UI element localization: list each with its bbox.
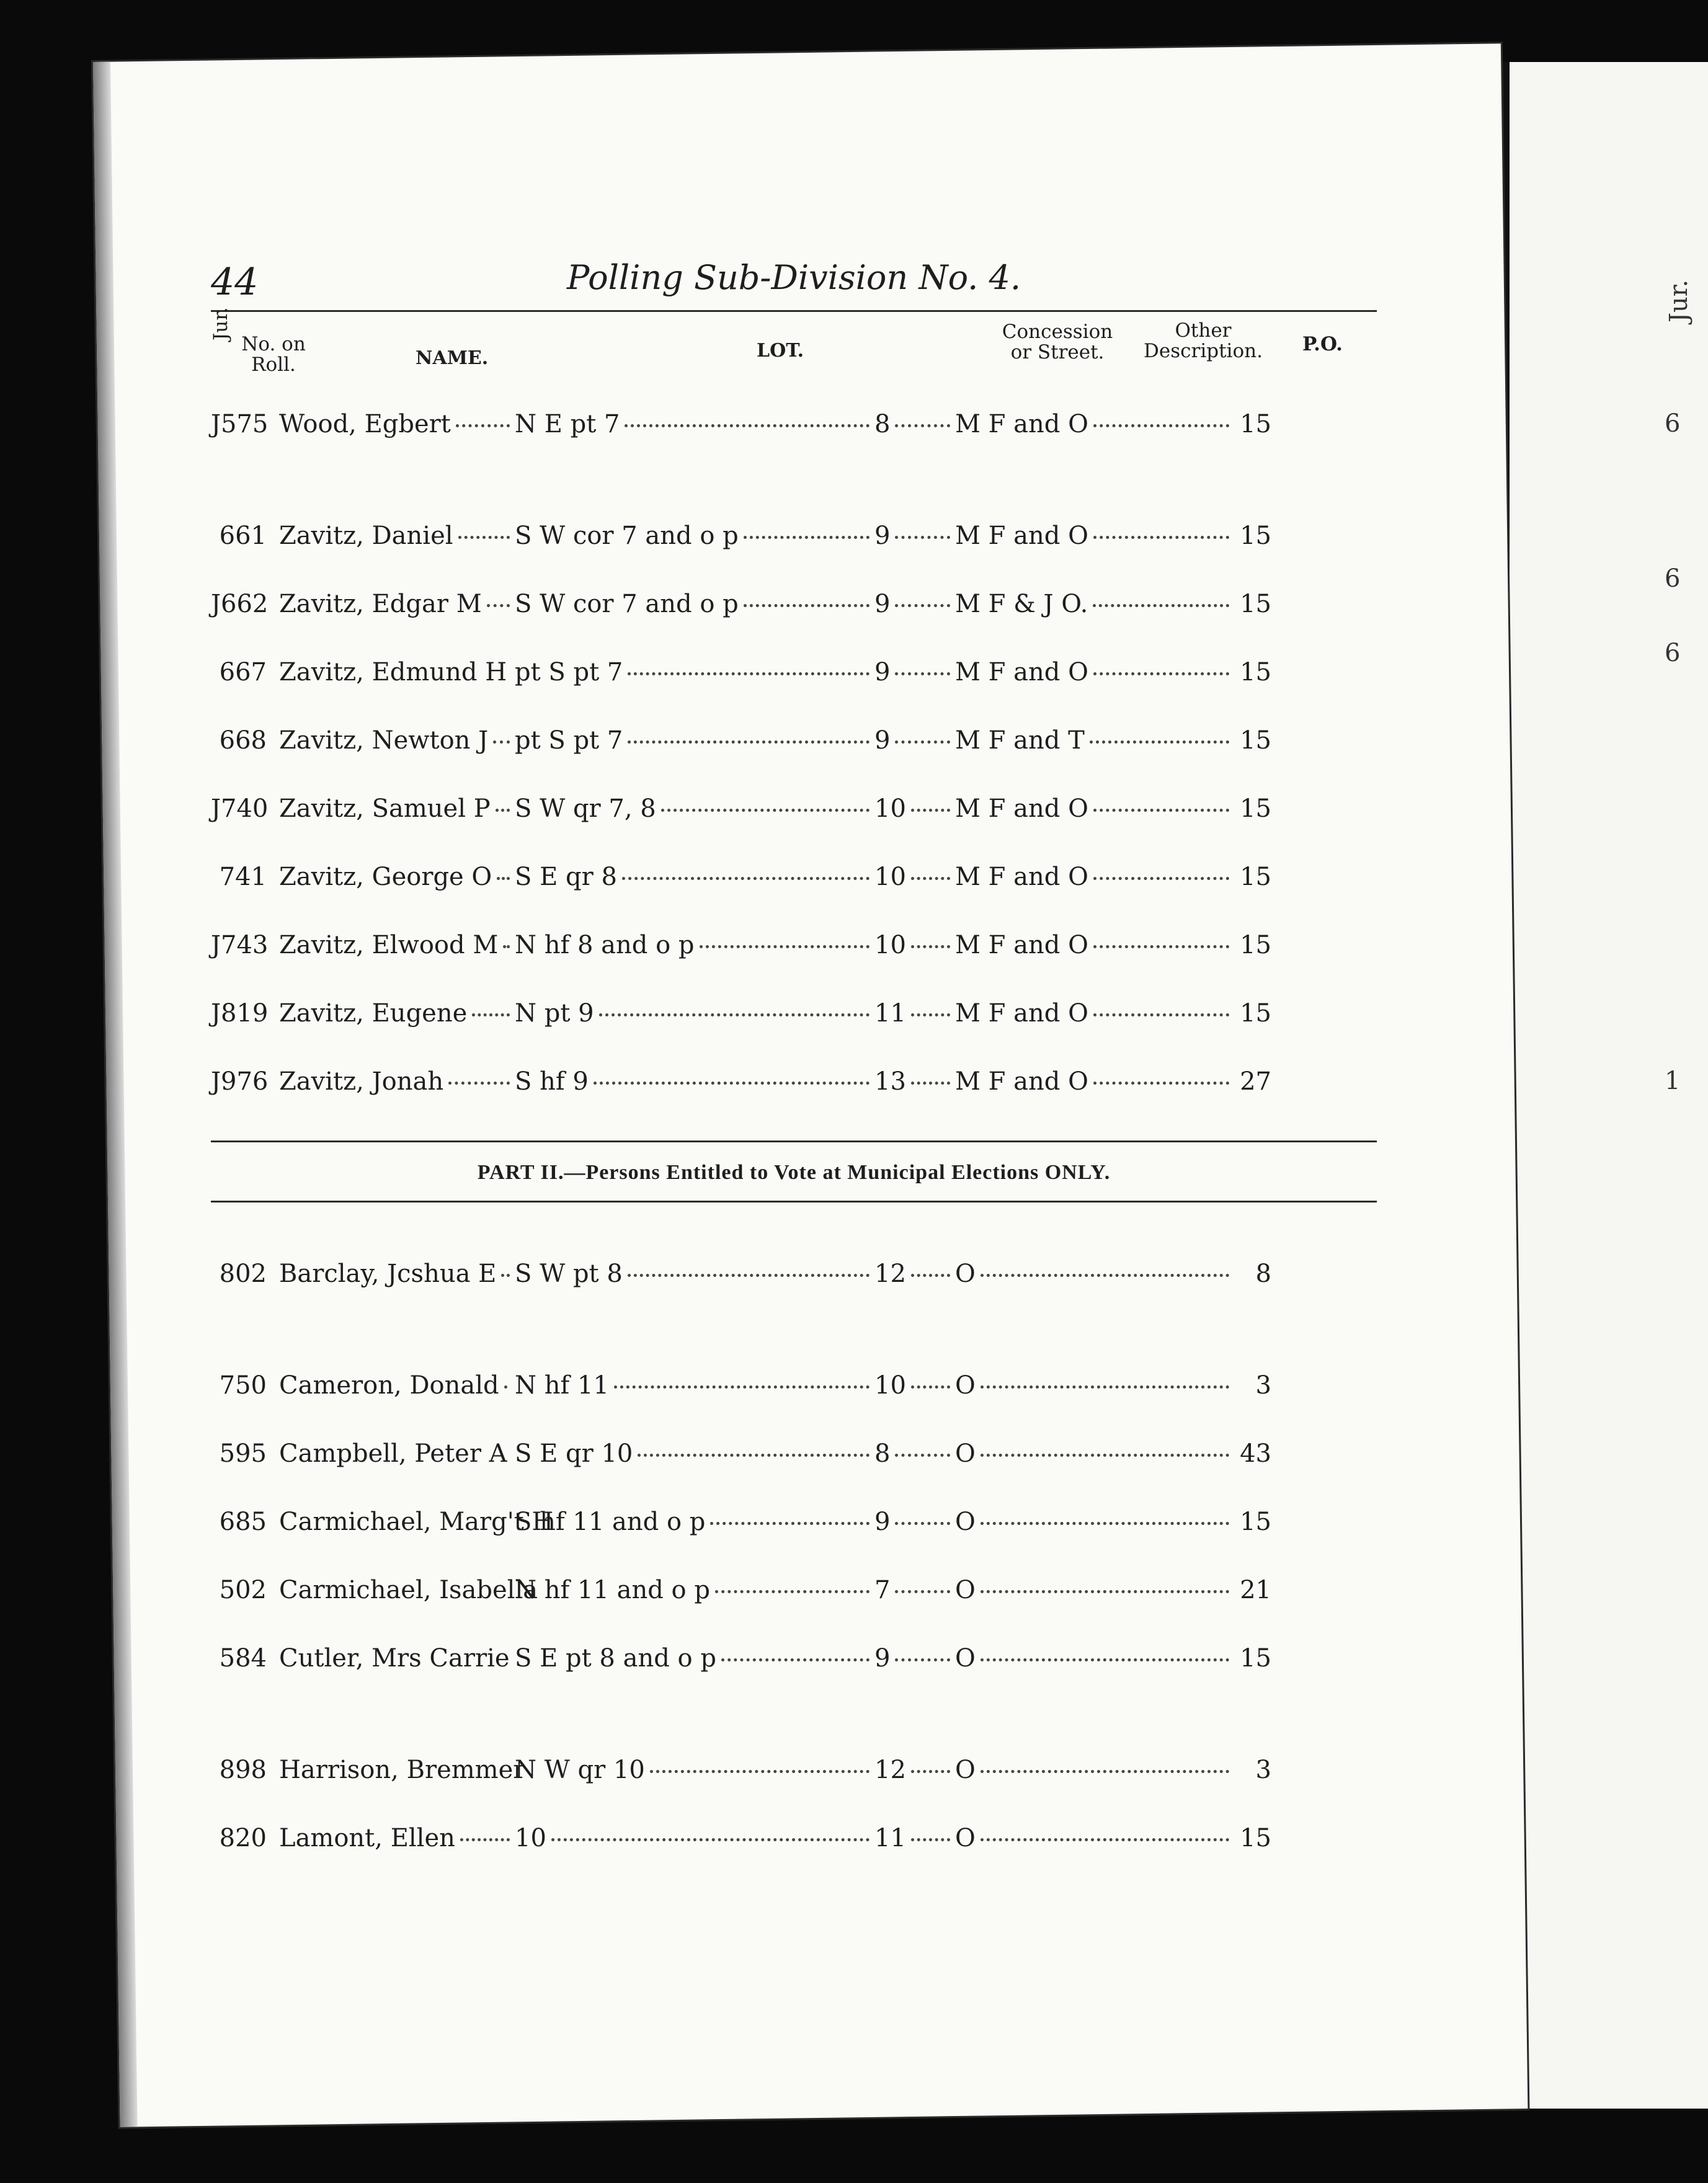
lot-description [515, 1556, 874, 1624]
lot-description-text: S hf 9 [515, 1067, 589, 1096]
adjacent-roll-fragment: 1 [1665, 1067, 1681, 1095]
voter-name-text: Zavitz, Eugene [279, 999, 468, 1028]
post-office-text: 27 [1240, 1067, 1271, 1096]
adjacent-roll-fragment: 6 [1665, 409, 1681, 438]
voter-name-text: Zavitz, Edmund H [279, 658, 507, 687]
roll-number-text: J575 [211, 410, 269, 438]
lot-description-text: S W pt 8 [515, 1260, 623, 1288]
concession-text: 10 [874, 931, 906, 959]
lot-description [515, 1047, 874, 1116]
column-heading-po: P.O. [1302, 333, 1343, 355]
roll-number [211, 1804, 267, 1872]
post-office [1234, 1624, 1271, 1692]
concession-text: 8 [874, 410, 891, 438]
other-description [955, 1804, 1234, 1872]
post-office-text: 3 [1255, 1756, 1271, 1784]
part1-first-section [211, 390, 1377, 458]
voter-name [279, 390, 515, 458]
column-heading-roll: No. on Roll. [241, 333, 306, 376]
other-description-text: M F and O [955, 794, 1088, 823]
roll-number [211, 1240, 267, 1308]
adjacent-jur-label: Jur. [1665, 279, 1693, 322]
voter-name-text: Lamont, Ellen [279, 1824, 455, 1852]
lot-description [515, 502, 874, 570]
concession-text: 10 [874, 1371, 906, 1400]
roll-number [211, 390, 267, 458]
other-description-text: O [955, 1824, 976, 1852]
voter-name [279, 570, 515, 638]
lot-description-text: pt S pt 7 [515, 658, 623, 687]
other-description [955, 1736, 1234, 1804]
post-office [1234, 1240, 1271, 1308]
voter-name [279, 843, 515, 911]
roll-number-text: 595 [219, 1439, 267, 1468]
voter-name [279, 775, 515, 843]
voter-name [279, 911, 515, 979]
roll-number [211, 1420, 267, 1488]
voter-name-text: Harrison, Bremmer [279, 1756, 525, 1784]
post-office-text: 15 [1240, 1508, 1271, 1536]
concession [874, 979, 955, 1047]
voter-row [211, 1488, 1377, 1556]
post-office-text: 15 [1240, 863, 1271, 891]
voter-name-text: Cutler, Mrs Carrie [279, 1644, 510, 1673]
other-description [955, 706, 1234, 775]
roll-number-text: 667 [219, 658, 267, 687]
lot-description [515, 1240, 874, 1308]
post-office [1234, 390, 1271, 458]
lot-description [515, 1488, 874, 1556]
voter-row [211, 1804, 1377, 1872]
roll-number-text: 668 [219, 726, 267, 755]
voter-name [279, 1351, 515, 1420]
part2-last-section [211, 1736, 1377, 1872]
column-heading-name: NAME. [416, 347, 489, 369]
lot-description-text: N hf 11 [515, 1371, 609, 1400]
post-office [1234, 1488, 1271, 1556]
roll-number [211, 1047, 267, 1116]
concession [874, 1420, 955, 1488]
other-description [955, 979, 1234, 1047]
voter-row [211, 706, 1377, 775]
voter-row [211, 390, 1377, 458]
other-description-text: M F and O [955, 863, 1088, 891]
lot-description-text: pt S pt 7 [515, 726, 623, 755]
concession-text: 9 [874, 1644, 891, 1673]
other-description [955, 911, 1234, 979]
voter-name-text: Zavitz, Daniel [279, 522, 453, 550]
concession-text: 9 [874, 726, 891, 755]
post-office [1234, 979, 1271, 1047]
roll-number-text: 802 [219, 1260, 267, 1288]
voter-name-text: Carmichael, Isabella [279, 1576, 538, 1604]
roll-number [211, 706, 267, 775]
voter-row [211, 979, 1377, 1047]
voter-name-text: Zavitz, Edgar M [279, 590, 482, 618]
roll-number [211, 1488, 267, 1556]
lot-description [515, 843, 874, 911]
concession [874, 1240, 955, 1308]
other-description [955, 1351, 1234, 1420]
concession-text: 8 [874, 1439, 891, 1468]
roll-number [211, 1556, 267, 1624]
part2-heading: PART II.—Persons Entitled to Vote at Municipal Elections ONLY. [477, 1161, 1111, 1184]
concession-text: 7 [874, 1576, 891, 1604]
concession-text: 9 [874, 658, 891, 687]
other-description-text: M F and O [955, 1067, 1088, 1096]
concession [874, 1624, 955, 1692]
post-office [1234, 706, 1271, 775]
voter-name [279, 979, 515, 1047]
lot-description-text: S E qr 8 [515, 863, 617, 891]
concession [874, 638, 955, 706]
roll-number [211, 638, 267, 706]
lot-description-text: 10 [515, 1824, 546, 1852]
post-office [1234, 1420, 1271, 1488]
voter-row [211, 502, 1377, 570]
column-heading-concession: Concession or Street. [1002, 321, 1113, 363]
column-heading-lot: LOT. [757, 340, 804, 362]
column-heading-jur: Jur. [210, 307, 232, 340]
voter-row [211, 1047, 1377, 1116]
post-office [1234, 843, 1271, 911]
lot-description [515, 1624, 874, 1692]
other-description-text: M F & J O. [955, 590, 1088, 618]
lot-description [515, 570, 874, 638]
page-header [211, 236, 1377, 310]
roll-number [211, 911, 267, 979]
roll-number-text: J743 [211, 931, 269, 959]
adjacent-page-fragment [1501, 62, 1708, 2109]
concession [874, 502, 955, 570]
post-office-text: 15 [1240, 410, 1271, 438]
roll-number-text: 741 [219, 863, 267, 891]
lot-description [515, 706, 874, 775]
concession-text: 13 [874, 1067, 906, 1096]
lot-description-text: S W cor 7 and o p [515, 522, 739, 550]
voter-name-text: Zavitz, Samuel P [279, 794, 491, 823]
concession-text: 11 [874, 999, 906, 1028]
voter-name [279, 1624, 515, 1692]
voter-row [211, 1351, 1377, 1420]
post-office-text: 15 [1240, 1644, 1271, 1673]
post-office [1234, 638, 1271, 706]
voter-name [279, 1420, 515, 1488]
voter-row [211, 1736, 1377, 1804]
lot-description [515, 1804, 874, 1872]
other-description [955, 775, 1234, 843]
voter-name [279, 1556, 538, 1624]
post-office [1234, 1736, 1271, 1804]
voter-row [211, 570, 1377, 638]
voters-list [211, 236, 1377, 1872]
other-description-text: O [955, 1756, 976, 1784]
voter-name [279, 1240, 515, 1308]
roll-number-text: 584 [219, 1644, 267, 1673]
voter-name-text: Zavitz, Elwood M [279, 931, 499, 959]
other-description [955, 502, 1234, 570]
concession-text: 11 [874, 1824, 906, 1852]
voter-name-text: Wood, Egbert [279, 410, 451, 438]
voter-name-text: Campbell, Peter A [279, 1439, 507, 1468]
voter-row [211, 1240, 1377, 1308]
other-description [955, 843, 1234, 911]
page-number: 44 [211, 260, 259, 304]
other-description [955, 390, 1234, 458]
other-description [955, 1047, 1234, 1116]
voter-name-text: Zavitz, Jonah [279, 1067, 444, 1096]
concession [874, 570, 955, 638]
other-description-text: O [955, 1260, 976, 1288]
concession-text: 9 [874, 1508, 891, 1536]
lot-description-text: S E pt 8 and o p [515, 1644, 716, 1673]
other-description-text: M F and O [955, 658, 1088, 687]
other-description-text: M F and O [955, 522, 1088, 550]
lot-description-text: N W qr 10 [515, 1756, 645, 1784]
other-description [955, 1240, 1234, 1308]
lot-description [515, 979, 874, 1047]
other-description [955, 1488, 1234, 1556]
roll-number-text: 502 [219, 1576, 267, 1604]
voter-name [279, 1047, 515, 1116]
lot-description-text: N hf 11 and o p [515, 1576, 710, 1604]
post-office-text: 8 [1255, 1260, 1271, 1288]
post-office-text: 15 [1240, 590, 1271, 618]
voter-row [211, 775, 1377, 843]
other-description [955, 638, 1234, 706]
roll-number-text: 685 [219, 1508, 267, 1536]
roll-number-text: 661 [219, 522, 267, 550]
page-edge [93, 62, 138, 2127]
other-description [955, 1420, 1234, 1488]
part2-first-section [211, 1240, 1377, 1308]
lot-description [515, 638, 874, 706]
other-description-text: M F and O [955, 410, 1088, 438]
post-office [1234, 570, 1271, 638]
lot-description [515, 775, 874, 843]
other-description-text: O [955, 1576, 976, 1604]
concession [874, 706, 955, 775]
lot-description [515, 911, 874, 979]
post-office [1234, 1804, 1271, 1872]
concession [874, 843, 955, 911]
voter-row [211, 1624, 1377, 1692]
adjacent-roll-fragment: 6 [1665, 564, 1681, 593]
other-description-text: O [955, 1371, 976, 1400]
lot-description-text: S hf 11 and o p [515, 1508, 706, 1536]
post-office-text: 15 [1240, 931, 1271, 959]
post-office [1234, 1556, 1271, 1624]
concession-text: 12 [874, 1756, 906, 1784]
lot-description-text: N hf 8 and o p [515, 931, 695, 959]
roll-number-text: J662 [211, 590, 269, 618]
post-office-text: 15 [1240, 1824, 1271, 1852]
concession [874, 775, 955, 843]
roll-number [211, 979, 267, 1047]
concession [874, 1351, 955, 1420]
column-heading-description: Other Description. [1144, 319, 1263, 362]
other-description-text: M F and O [955, 931, 1088, 959]
concession-text: 10 [874, 863, 906, 891]
part2-section [211, 1351, 1377, 1692]
roll-number-text: J819 [211, 999, 269, 1028]
voter-row [211, 911, 1377, 979]
other-description [955, 1624, 1234, 1692]
concession [874, 1804, 955, 1872]
post-office [1234, 502, 1271, 570]
post-office-text: 43 [1240, 1439, 1271, 1468]
lot-description-text: N E pt 7 [515, 410, 620, 438]
voter-name-text: Zavitz, George O [279, 863, 492, 891]
roll-number-text: 750 [219, 1371, 267, 1400]
page-title: Polling Sub-Division No. 4. [566, 258, 1021, 297]
concession-text: 9 [874, 522, 891, 550]
concession [874, 1556, 955, 1624]
concession-text: 9 [874, 590, 891, 618]
voter-row [211, 843, 1377, 911]
roll-number-text: 820 [219, 1824, 267, 1852]
concession [874, 1488, 955, 1556]
other-description-text: M F and O [955, 999, 1088, 1028]
lot-description [515, 1351, 874, 1420]
roll-number [211, 570, 267, 638]
voter-name [279, 1736, 525, 1804]
concession [874, 911, 955, 979]
roll-number [211, 1736, 267, 1804]
part1-section [211, 502, 1377, 1116]
lot-description [515, 390, 874, 458]
other-description-text: O [955, 1439, 976, 1468]
adjacent-roll-fragment: 6 [1665, 639, 1681, 667]
post-office-text: 3 [1255, 1371, 1271, 1400]
post-office [1234, 775, 1271, 843]
post-office-text: 15 [1240, 726, 1271, 755]
roll-number [211, 1351, 267, 1420]
header-rule [211, 310, 1377, 312]
lot-description-text: S E qr 10 [515, 1439, 633, 1468]
concession [874, 390, 955, 458]
concession-text: 10 [874, 794, 906, 823]
voter-name-text: Barclay, Jcshua E [279, 1260, 497, 1288]
post-office-text: 15 [1240, 522, 1271, 550]
lot-description-text: N pt 9 [515, 999, 594, 1028]
concession [874, 1047, 955, 1116]
lot-description [515, 1420, 874, 1488]
roll-number-text: 898 [219, 1756, 267, 1784]
voter-name-text: Zavitz, Newton J [279, 726, 489, 755]
roll-number [211, 1624, 267, 1692]
voter-name [279, 1488, 554, 1556]
other-description-text: O [955, 1644, 976, 1673]
voter-name [279, 502, 515, 570]
post-office-text: 15 [1240, 794, 1271, 823]
roll-number [211, 502, 267, 570]
voter-row [211, 638, 1377, 706]
post-office-text: 15 [1240, 658, 1271, 687]
voter-name [279, 706, 515, 775]
roll-number [211, 775, 267, 843]
column-headings [210, 307, 1377, 390]
voter-name [279, 638, 515, 706]
lot-description-text: S W cor 7 and o p [515, 590, 739, 618]
voter-name-text: Cameron, Donald [279, 1371, 499, 1400]
part-divider [211, 1201, 1377, 1203]
concession-text: 12 [874, 1260, 906, 1288]
other-description-text: O [955, 1508, 976, 1536]
other-description [955, 570, 1234, 638]
roll-number-text: J740 [211, 794, 269, 823]
lot-description-text: S W qr 7, 8 [515, 794, 656, 823]
concession [874, 1736, 955, 1804]
post-office-text: 21 [1240, 1576, 1271, 1604]
other-description-text: M F and T [955, 726, 1085, 755]
voter-name [279, 1804, 515, 1872]
other-description [955, 1556, 1234, 1624]
post-office [1234, 1047, 1271, 1116]
post-office [1234, 1351, 1271, 1420]
voter-name-text: Carmichael, Marg't H [279, 1508, 554, 1536]
post-office-text: 15 [1240, 999, 1271, 1028]
post-office [1234, 911, 1271, 979]
voter-row [211, 1420, 1377, 1488]
lot-description [515, 1736, 874, 1804]
roll-number [211, 843, 267, 911]
voter-row [211, 1556, 1377, 1624]
roll-number-text: J976 [211, 1067, 269, 1096]
